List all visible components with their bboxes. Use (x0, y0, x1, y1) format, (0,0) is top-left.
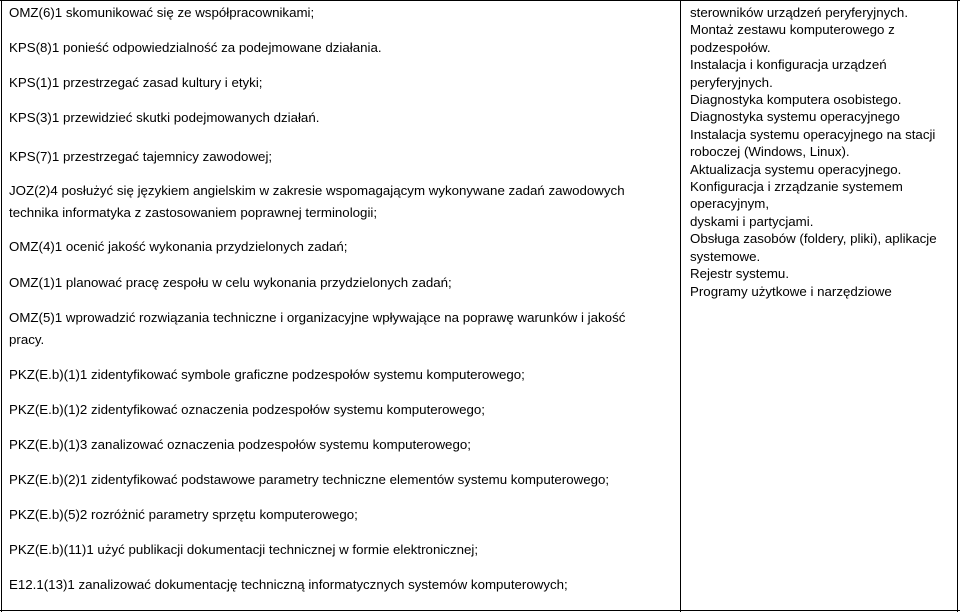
outcome-omz-1-1: OMZ(1)1 planować pracę zespołu w celu wykonania przydzielonych zadań; (9, 275, 452, 290)
course-content-cell (690, 4, 952, 300)
outcome-pkz-1-1: PKZ(E.b)(1)1 zidentyfikować symbole graficzne podzespołów systemu komputerowego; (9, 367, 525, 382)
content-line: Diagnostyka komputera osobistego. (690, 92, 902, 108)
content-line: Montaż zestawu komputerowego z (690, 22, 895, 38)
content-line: Konfiguracja i zrządzanie systemem (690, 179, 903, 195)
table-border-right (957, 0, 958, 612)
content-line: podzespołów. (690, 39, 771, 55)
outcome-e12-13-1: E12.1(13)1 zanalizować dokumentację techniczną informatycznych systemów komputerowych; (9, 577, 568, 592)
content-line: peryferyjnych. (690, 74, 773, 90)
outcome-omz-5-1-continued: pracy. (9, 332, 45, 347)
outcome-kps-8-1: KPS(8)1 ponieść odpowiedzialność za podejmowane działania. (9, 40, 382, 55)
outcome-pkz-5-2: PKZ(E.b)(5)2 rozróżnić parametry sprzętu komputerowego; (9, 507, 358, 522)
outcome-pkz-2-1: PKZ(E.b)(2)1 zidentyfikować podstawowe parametry techniczne elementów systemu komputerowego; (9, 472, 610, 487)
content-line: Instalacja systemu operacyjnego na stacji (690, 126, 936, 142)
outcome-omz-4-1: OMZ(4)1 ocenić jakość wykonania przydzielonych zadań; (9, 239, 348, 254)
content-line: Aktualizacja systemu operacyjnego. (690, 161, 902, 177)
outcome-omz-5-1: OMZ(5)1 wprowadzić rozwiązania techniczne i organizacyjne wpływające na poprawę warunków i jakość (9, 310, 626, 325)
column-divider (680, 0, 681, 612)
outcome-pkz-1-3: PKZ(E.b)(1)3 zanalizować oznaczenia podzespołów systemu komputerowego; (9, 437, 471, 452)
outcome-omz-6-1: OMZ(6)1 skomunikować się ze współpracownikami; (9, 5, 315, 20)
outcome-joz-2-4-continued: technika informatyka z zastosowaniem poprawnej terminologii; (9, 205, 378, 220)
content-line: systemowe. (690, 248, 761, 264)
content-line: sterowników urządzeń peryferyjnych. (690, 5, 909, 20)
outcome-pkz-1-2: PKZ(E.b)(1)2 zidentyfikować oznaczenia podzespołów systemu komputerowego; (9, 402, 485, 417)
outcome-kps-1-1: KPS(1)1 przestrzegać zasad kultury i etyki; (9, 75, 263, 90)
content-line: dyskami i partycjami. (690, 213, 814, 229)
content-line: Rejestr systemu. (690, 266, 790, 282)
content-line: Diagnostyka systemu operacyjnego (690, 109, 900, 125)
content-line: roboczej (Windows, Linux). (690, 144, 850, 160)
content-line: operacyjnym, (690, 196, 770, 212)
table-border-left (1, 0, 2, 612)
table-border-top (0, 0, 960, 1)
outcome-kps-7-1: KPS(7)1 przestrzegać tajemnicy zawodowej; (9, 149, 273, 164)
content-line: Programy użytkowe i narzędziowe (690, 283, 892, 299)
outcome-pkz-11-1: PKZ(E.b)(11)1 użyć publikacji dokumentacji technicznej w formie elektronicznej; (9, 542, 479, 557)
content-line: Obsługa zasobów (foldery, pliki), aplikacje (690, 231, 937, 247)
outcome-kps-3-1: KPS(3)1 przewidzieć skutki podejmowanych działań. (9, 110, 320, 125)
outcome-joz-2-4: JOZ(2)4 posłużyć się językiem angielskim w zakresie wspomagającym wykonywane zadań zawodowych (9, 183, 625, 198)
content-line: Instalacja i konfiguracja urządzeń (690, 57, 887, 73)
table-border-bottom (0, 610, 960, 611)
